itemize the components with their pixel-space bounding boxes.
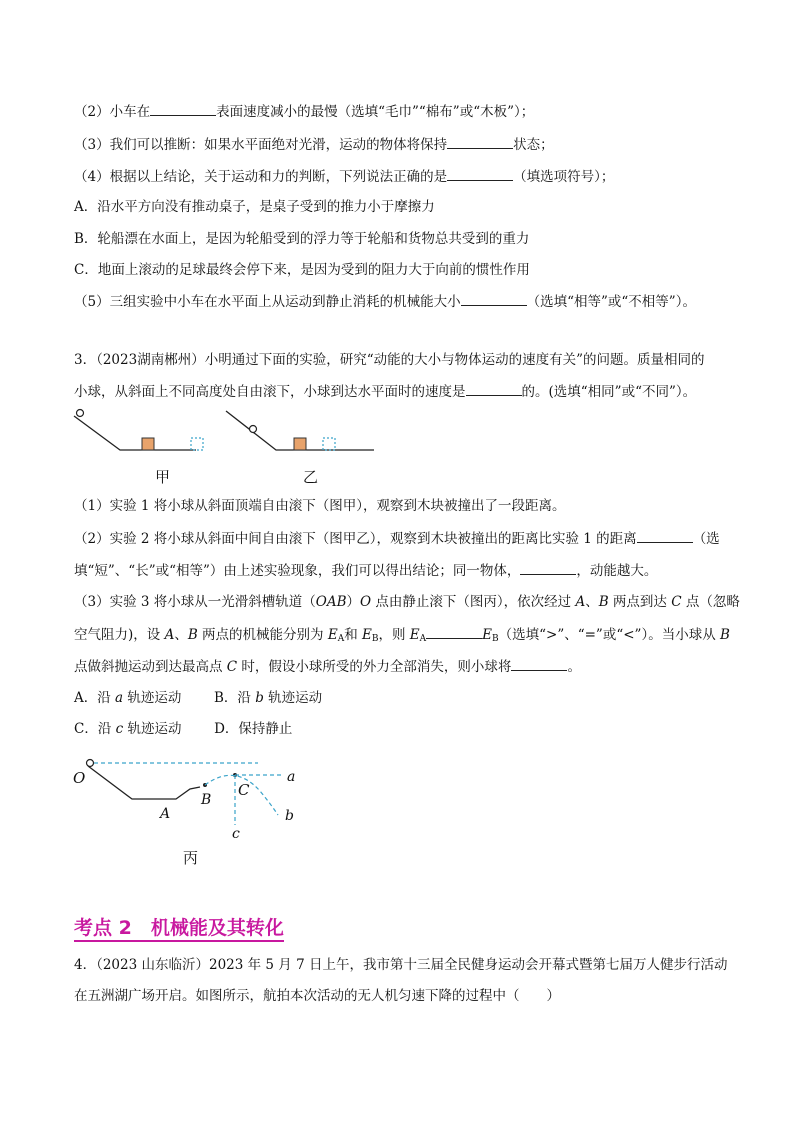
q2-option-c: C．地面上滚动的足球最终会停下来，是因为受到的阻力大于向前的惯性作用 <box>74 262 530 278</box>
fig-label-c: C <box>238 781 250 799</box>
q3-intro-line2 <box>74 381 696 402</box>
q3-point-b: B <box>720 627 730 643</box>
q2-part3-text-b: 状态； <box>513 137 554 153</box>
q3-step3-text: 两点的机械能分别为 <box>197 627 328 643</box>
q2-part4 <box>74 166 614 187</box>
q2-part3-text-a: （3）我们可以推断：如果水平面绝对光滑，运动的物体将保持 <box>74 137 448 153</box>
q2-part4-text-b: （填选项符号）； <box>513 169 615 185</box>
q3-point-c: C <box>226 659 238 675</box>
q3-option-c <box>74 721 181 737</box>
energy-ea-subscript: A <box>419 634 427 644</box>
answer-blank[interactable] <box>447 166 513 181</box>
q2-option-a: A．沿水平方向没有推动桌子，是桌子受到的推力小于摩擦力 <box>74 199 435 215</box>
q3-step3-text: 点（忽略 <box>681 594 740 610</box>
fig-label-b: B <box>201 792 212 808</box>
fig-label-traj-b: b <box>285 808 294 824</box>
option-text: 轨迹运动 <box>263 690 323 706</box>
q2-part2-text-a: （2）小车在 <box>74 104 151 120</box>
q3-step3-text: ，则 <box>378 627 410 643</box>
answer-blank[interactable] <box>466 381 522 396</box>
q2-part5-text-a: （5）三组实验中小车在水平面上从运动到静止消耗的机械能大小 <box>74 294 461 310</box>
q2-part4-text-a: （4）根据以上结论，关于运动和力的判断，下列说法正确的是 <box>74 169 448 185</box>
q2-option-b: B．轮船漂在水面上，是因为轮船受到的浮力等于轮船和货物总共受到的重力 <box>74 231 530 247</box>
q2-part2-text-b: 表面速度减小的最慢（选填“毛巾”“棉布”或“木板”）； <box>216 104 535 120</box>
figure-label-jia: 甲 <box>155 468 171 486</box>
figure-label-bing: 丙 <box>183 849 199 867</box>
option-var: c <box>115 721 124 737</box>
q2-part5-text-b: （选填“相等”或“不相等”）。 <box>526 294 696 310</box>
ball <box>77 410 84 417</box>
q3-option-b <box>214 690 322 706</box>
q3-step1: （1）实验 1 将小球从斜面顶端自由滚下（图甲），观察到木块被撞出了一段距离。 <box>74 498 566 514</box>
q3-point-b: B <box>187 627 198 643</box>
q3-step2-text-d: ，动能越大。 <box>576 563 658 579</box>
wood-block <box>294 438 306 450</box>
q3-step3-text: 两点到达 <box>608 594 672 610</box>
fig-label-traj-a: a <box>287 769 296 785</box>
q3-intro-line1: 3．（2023湖南郴州）小明通过下面的实验，研究“动能的大小与物体运动的速度有关”的问题。质量相同的 <box>74 352 705 368</box>
q3-step3-line3 <box>74 656 581 677</box>
q3-point-o: O <box>360 594 372 610</box>
answer-blank[interactable] <box>150 101 216 116</box>
q3-point-b: B <box>598 594 609 610</box>
q3-step3-text: 和 <box>344 627 362 643</box>
q4-line2: 在五洲湖广场开启。如图所示，航拍本次活动的无人机匀速下降的过程中（ ） <box>74 988 560 1004</box>
option-text: 轨迹运动 <box>123 690 182 706</box>
ramp-track <box>74 416 196 450</box>
answer-blank[interactable] <box>426 624 482 639</box>
q3-step3-text: （3）实验 3 将小球从一光滑斜槽轨道（ <box>74 594 316 610</box>
q2-part5 <box>74 291 696 312</box>
q2-part2 <box>74 101 534 122</box>
block-final-position <box>323 438 335 450</box>
q3-point-a: A <box>575 594 586 610</box>
energy-eb: E <box>482 627 492 643</box>
answer-blank[interactable] <box>511 656 567 671</box>
energy-eb-subscript: B <box>371 634 379 644</box>
q3-track-label: OAB <box>315 594 347 610</box>
q3-step3-text: ） <box>346 594 361 610</box>
q3-step3-text: 、 <box>174 627 188 643</box>
q3-step3-text: （选填“>”、“=”或“<”）。当小球从 <box>498 627 720 643</box>
ball <box>87 760 94 767</box>
q4-line1: 4．（2023 山东临沂）2023 年 5 月 7 日上午，我市第十三届全民健身运动会开幕式暨第七届万人健步行活动 <box>74 957 728 973</box>
fig-label-traj-c: c <box>232 826 240 842</box>
q3-options-ab <box>74 688 322 708</box>
ball <box>250 426 257 433</box>
answer-blank[interactable] <box>447 134 513 149</box>
q3-step2-line2 <box>74 560 657 581</box>
block-final-position <box>191 438 203 450</box>
figure-yi <box>222 407 382 457</box>
option-text: 轨迹运动 <box>123 721 182 737</box>
q3-step3-text: 。 <box>567 659 581 675</box>
option-prefix: B．沿 <box>214 690 256 706</box>
q3-step2-text-a: （2）实验 2 将小球从斜面中间自由滚下（图甲乙），观察到木块被撞出的距离比实验 1 的距离 <box>74 531 637 547</box>
energy-ea: E <box>327 627 338 643</box>
q3-step3-text: 空气阻力)，设 <box>74 627 165 643</box>
fig-label-a: A <box>160 806 171 822</box>
q3-step3-line1 <box>74 592 740 612</box>
q3-step2-text-b: （选 <box>692 531 720 547</box>
answer-blank[interactable] <box>520 560 576 575</box>
energy-ea: E <box>409 627 420 643</box>
option-prefix: C．沿 <box>74 721 116 737</box>
option-var: b <box>255 690 264 706</box>
energy-eb-subscript: B <box>491 634 499 644</box>
q3-step3-line2 <box>74 624 730 649</box>
energy-eb: E <box>361 627 372 643</box>
q3-step3-text: 时，假设小球所受的外力全部消失，则小球将 <box>237 659 512 675</box>
section-heading <box>74 913 284 940</box>
q2-part3 <box>74 134 554 155</box>
q3-point-a: A <box>164 627 175 643</box>
q3-step2-line1 <box>74 528 720 549</box>
q3-options-cd <box>74 719 292 739</box>
answer-blank[interactable] <box>637 528 693 543</box>
q3-step3-text: 点做斜抛运动到达最高点 <box>74 659 227 675</box>
q3-intro-text-a: 小球，从斜面上不同高度处自由滚下，小球到达水平面时的速度是 <box>74 384 466 400</box>
q3-step3-text: 、 <box>585 594 599 610</box>
answer-blank[interactable] <box>461 291 527 306</box>
section-title: 考点 2 机械能及其转化 <box>74 917 284 942</box>
option-var: a <box>115 690 124 706</box>
track-oab <box>88 766 200 799</box>
q3-intro-text-b: 的。(选填“相同”或“不同”）。 <box>521 384 697 400</box>
q3-point-c: C <box>671 594 682 610</box>
q3-step2-text-c: 填“短”、“长”或“相等”）由上述实验现象，我们可以得出结论；同一物体， <box>74 563 521 579</box>
figure-label-yi: 乙 <box>303 468 319 486</box>
wood-block <box>142 438 154 450</box>
q3-option-d: D．保持静止 <box>214 721 293 737</box>
option-prefix: A．沿 <box>74 690 116 706</box>
energy-ea-subscript: A <box>337 634 345 644</box>
q3-step3-text: 点由静止滚下（图丙），依次经过 <box>371 594 576 610</box>
figure-jia <box>70 407 210 457</box>
q3-option-a <box>74 690 181 706</box>
fig-label-o: O <box>73 769 86 787</box>
